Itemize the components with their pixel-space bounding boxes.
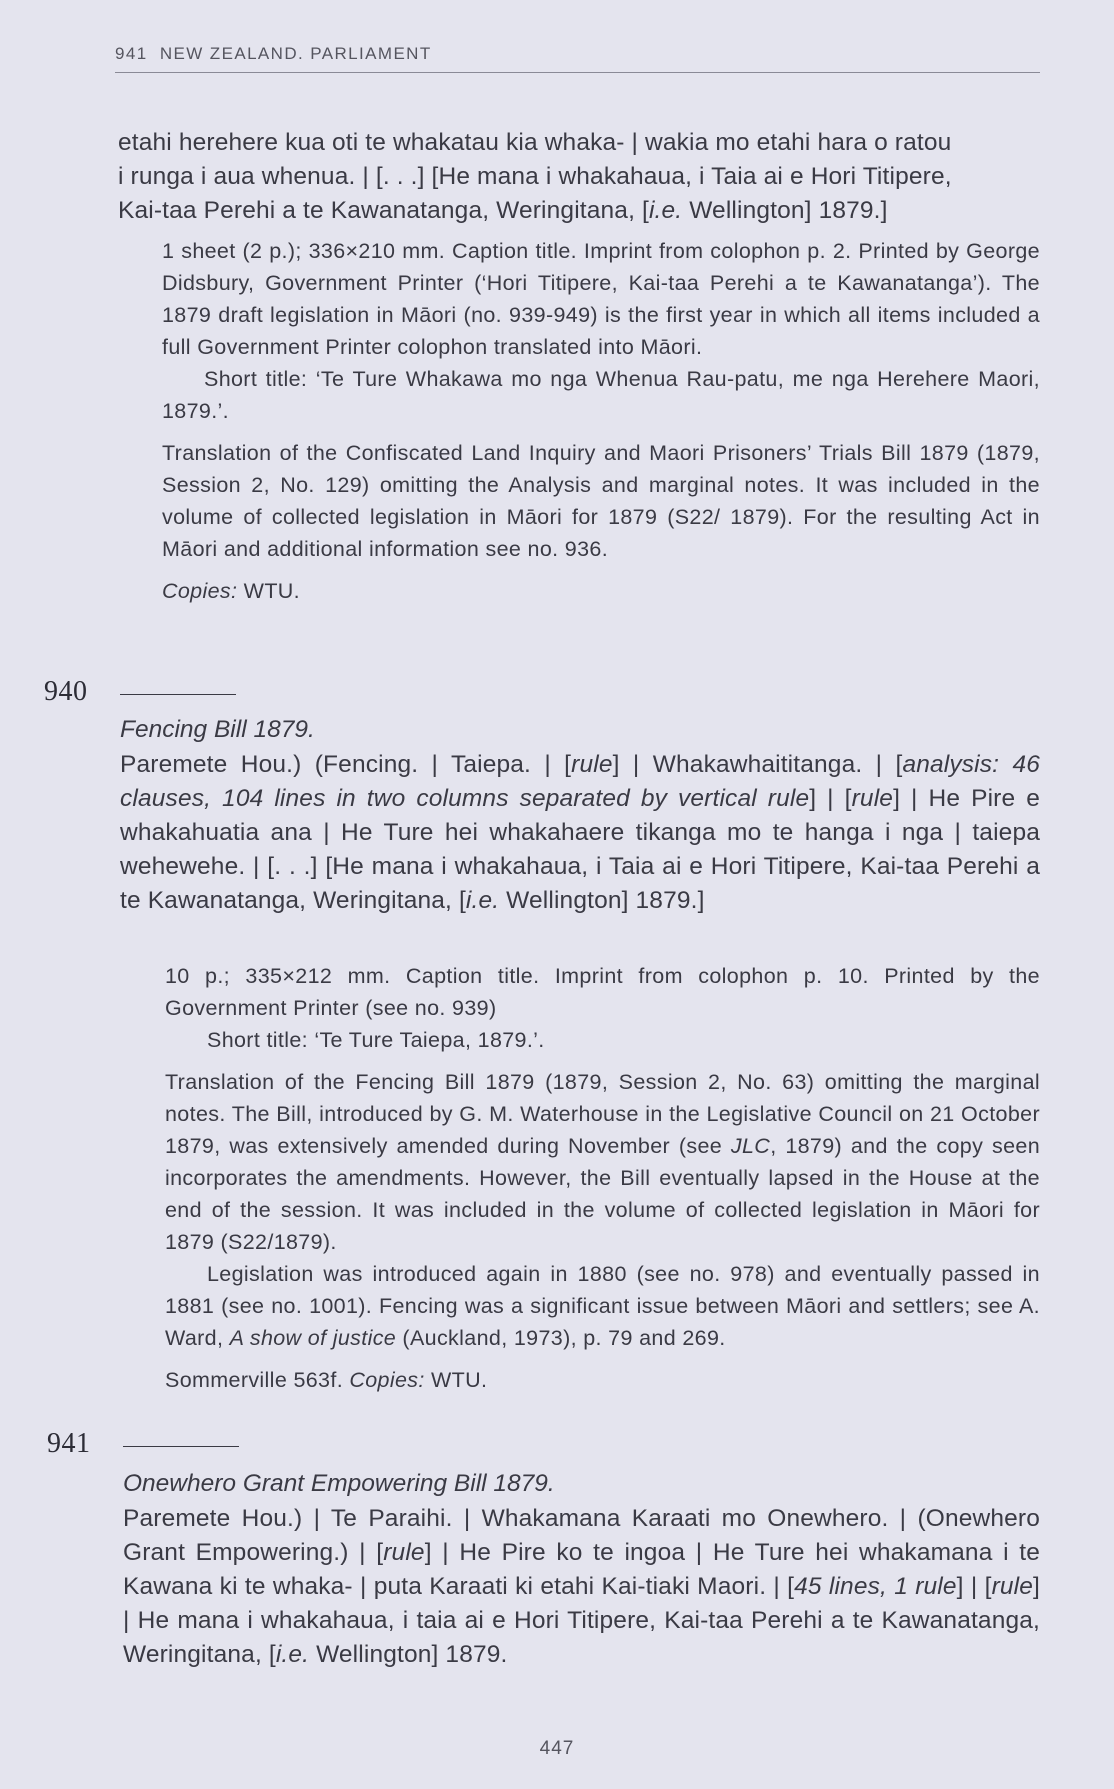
transcription-941: Paremete Hou.) | Te Paraihi. | Whakamana Karaati mo Onewhero. | (Onewhero Grant Empowering.) | [rule] | He Pire ko te ingoa | He Ture hei whakamana i te Kawana ki te whaka- | puta Karaati ki etahi Kai-tiaki Maori. | [45 lines, 1 rule] | [rule] | He mana i whakahaua, i taia ai e Hori Titipere, Kai-taa Perehi a te Kawanatanga, Weringitana, [i.e. Wellington] 1879.: [123, 1505, 1040, 1668]
entry-number-940: 940: [44, 676, 88, 707]
legislation-note-940: Legislation was introduced again in 1880 (see no. 978) and eventually passed in 1881 (see no. 1001). Fencing was a significant issue between Māori and settlers; see A. Ward, A show of justice (Auckland, 1973), p. 79 and 269.: [165, 1262, 1040, 1350]
continuation-line-2: i runga i aua whenua. | [. . .] [He mana i whakahaua, i Taia ai e Hori Titipere,: [118, 163, 952, 190]
short-title-940: Short title: ‘Te Ture Taiepa, 1879.’.: [207, 1028, 545, 1052]
references-940: Sommerville 563f. Copies: WTU.: [165, 1368, 488, 1392]
running-head-title: NEW ZEALAND. PARLIAMENT: [159, 44, 432, 63]
entry-939-continuation: [118, 126, 1040, 228]
entry-940-transcription: [120, 748, 1040, 918]
translation-note-940: Translation of the Fencing Bill 1879 (1879, Session 2, No. 63) omitting the marginal notes. The Bill, introduced by G. M. Waterhouse in the Legislative Council on 21 October 1879, was extensively amended during November (see JLC, 1879) and the copy seen incorporates the amendments. However, the Bill eventually lapsed in the House at the end of the session. It was included in the volume of collected legislation in Māori for 1879 (S22/1879).: [165, 1070, 1040, 1254]
transcription-940: Paremete Hou.) (Fencing. | Taiepa. | [rule] | Whakawhaititanga. | [analysis: 46 clauses, 104 lines in two columns separated by vertical rule] | [rule] | He Pire e whakahuatia ana | He Ture hei whakahaere tikanga mo te hanga i nga | taiepa wehewehe. | [. . .] [He mana i whakahaua, i Taia ai e Hori Titipere, Kai-taa Perehi a te Kawanatanga, Weringitana, [i.e. Wellington] 1879.]: [120, 751, 1040, 914]
physical-description: 1 sheet (2 p.); 336×210 mm. Caption title. Imprint from colophon p. 2. Printed by George Didsbury, Government Printer (‘Hori Titipere, Kai-taa Perehi a te Kawanatanga’). The 1879 draft legislation in Māori (no. 939-949) is the first year in which all items included a full Government Printer colophon translated into Māori.: [162, 239, 1040, 359]
running-head-page: 941: [115, 44, 148, 63]
entry-dash-940: [120, 694, 236, 695]
running-head: [115, 44, 1040, 73]
translation-note: Translation of the Confiscated Land Inquiry and Maori Prisoners’ Trials Bill 1879 (1879, Session 2, No. 129) omitting the Analysis and marginal notes. It was included in the volume of collected legislation in Māori for 1879 (S22/ 1879). For the resulting Act in Māori and additional information see no. 936.: [162, 441, 1040, 561]
page-number: 447: [539, 1738, 575, 1759]
entry-dash-941: [123, 1446, 239, 1447]
copies-note: Copies: WTU.: [162, 579, 301, 603]
entry-title-941: Onewhero Grant Empowering Bill 1879.: [123, 1470, 555, 1497]
entry-941-transcription: [123, 1502, 1040, 1672]
entry-939-notes: [162, 235, 1040, 607]
physical-description-940: 10 p.; 335×212 mm. Caption title. Imprint from colophon p. 10. Printed by the Government Printer (see no. 939): [165, 964, 1040, 1020]
continuation-line-3: Kai-taa Perehi a te Kawanatanga, Weringitana, [i.e. Wellington] 1879.]: [118, 197, 888, 224]
entry-title-940: Fencing Bill 1879.: [120, 716, 315, 743]
short-title-note: Short title: ‘Te Ture Whakawa mo nga Whenua Rau-patu, me nga Herehere Maori, 1879.’.: [162, 367, 1040, 423]
entry-number-941: 941: [47, 1428, 91, 1459]
entry-940-notes: [165, 960, 1040, 1396]
continuation-line-1: etahi herehere kua oti te whakatau kia whaka- | wakia mo etahi hara o ratou: [118, 129, 952, 156]
